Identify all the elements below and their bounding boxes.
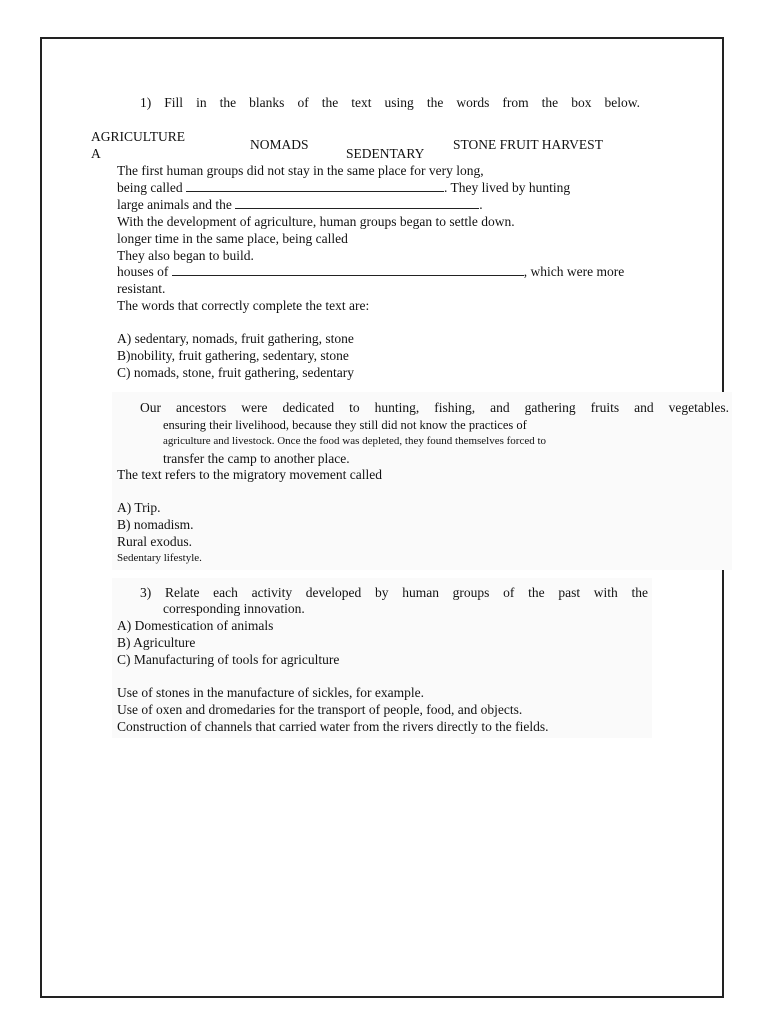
q1-line-6: They also began to build. — [117, 248, 254, 263]
q1-line-5: longer time in the same place, being called — [117, 231, 348, 246]
q3-instruction-line-2: corresponding innovation. — [163, 601, 305, 616]
q2-paragraph-line-3: agriculture and livestock. Once the food was depleted, they found themselves forced to — [163, 435, 547, 447]
q1-instruction: 1) Fill in the blanks of the text using the words from the box below. — [140, 95, 640, 110]
word-sedentary: SEDENTARY — [346, 146, 425, 161]
q3-activity-c: C) Manufacturing of tools for agriculture — [117, 652, 340, 667]
word-nomads: NOMADS — [250, 137, 309, 152]
q1-line-2-start: being called — [117, 180, 183, 195]
q1-line-1: The first human groups did not stay in the same place for very long, — [117, 163, 484, 178]
word-agriculture: AGRICULTURE — [91, 129, 186, 144]
q1-line-3 — [117, 197, 483, 213]
q2-paragraph-line-4: transfer the camp to another place. — [163, 451, 350, 466]
q1-line-7-start: houses of — [117, 264, 169, 279]
blank-1[interactable] — [186, 180, 444, 192]
q2-option-c[interactable]: Rural exodus. — [117, 534, 192, 549]
q2-option-b[interactable]: B) nomadism. — [117, 517, 194, 532]
word-stone-fruit-harvest: STONE FRUIT HARVEST — [453, 137, 603, 152]
q3-activity-a: A) Domestication of animals — [117, 618, 274, 633]
blank-3[interactable] — [172, 264, 524, 276]
q1-line-3-start: large animals and the — [117, 197, 232, 212]
q1-line-7-end: , which were more — [523, 264, 625, 279]
q1-option-a[interactable]: A) sedentary, nomads, fruit gathering, stone — [117, 331, 354, 346]
q3-instruction-line-1: 3) Relate each activity developed by human groups of the past with the — [140, 585, 648, 600]
q1-line-4: With the development of agriculture, human groups began to settle down. — [117, 214, 515, 229]
q1-line-9: The words that correctly complete the text are: — [117, 298, 370, 313]
q1-line-3-end: . — [479, 197, 483, 212]
word-a: A — [91, 146, 101, 161]
q2-option-a[interactable]: A) Trip. — [117, 500, 161, 515]
q3-innovation-1: Use of stones in the manufacture of sickles, for example. — [117, 685, 425, 700]
q2-paragraph-line-1: Our ancestors were dedicated to hunting, fishing, and gathering fruits and vegetables. — [140, 400, 729, 415]
q3-activity-b: B) Agriculture — [117, 635, 196, 650]
q3-innovation-3: Construction of channels that carried water from the rivers directly to the fields. — [117, 719, 549, 734]
q2-paragraph-line-2: ensuring their livelihood, because they still did not know the practices of — [163, 418, 527, 432]
q1-option-b[interactable]: B)nobility, fruit gathering, sedentary, stone — [117, 348, 349, 363]
q1-line-7 — [117, 264, 624, 280]
q1-line-8: resistant. — [117, 281, 166, 296]
blank-2[interactable] — [235, 197, 479, 209]
q2-question: The text refers to the migratory movement called — [117, 467, 383, 482]
q1-line-2-end: . They lived by hunting — [443, 180, 571, 195]
q3-innovation-2: Use of oxen and dromedaries for the transport of people, food, and objects. — [117, 702, 523, 717]
q1-line-2 — [117, 180, 570, 196]
q2-option-d[interactable]: Sedentary lifestyle. — [117, 552, 202, 564]
q1-option-c[interactable]: C) nomads, stone, fruit gathering, sedentary — [117, 365, 354, 380]
